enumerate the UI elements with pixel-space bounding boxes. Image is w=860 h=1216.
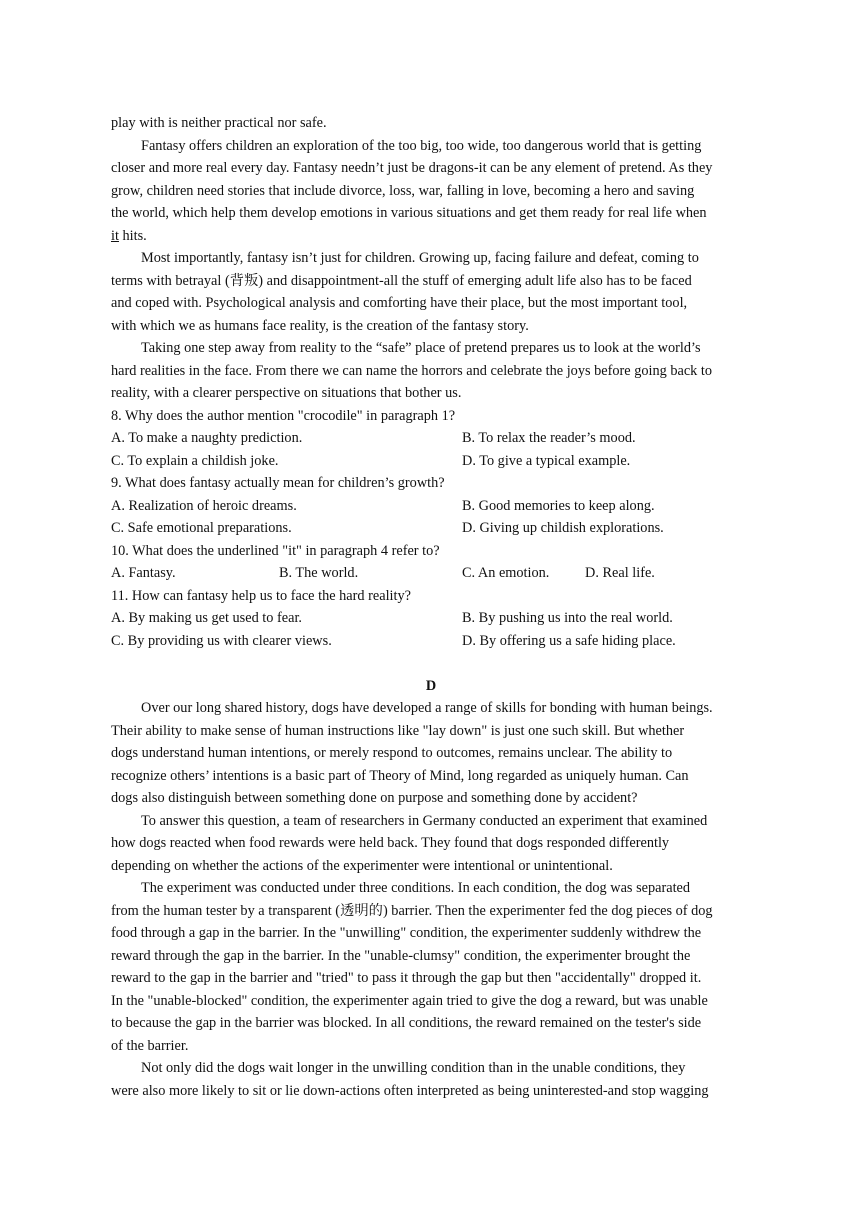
- text-line: how dogs reacted when food rewards were held back. They found that dogs responded differently: [111, 835, 670, 851]
- paragraph-c4: [111, 337, 751, 405]
- paragraph-d4: [111, 1057, 751, 1102]
- text-line: reality, with a clearer perspective on situations that bother us.: [111, 385, 462, 401]
- option-row: [111, 630, 751, 653]
- text-line: Their ability to make sense of human instructions like "lay down" is just one such skill. But whether: [111, 722, 685, 739]
- section-title: D: [425, 677, 437, 694]
- question-stem: 10. What does the underlined "it" in paragraph 4 refer to?: [111, 542, 440, 559]
- text-line: from the human tester by a transparent (透明的) barrier. Then the experimenter fed the dog pieces of dog: [111, 902, 713, 919]
- option-d: D. By offering us a safe hiding place.: [462, 632, 676, 649]
- question-8: [111, 405, 751, 473]
- option-a: A. Realization of heroic dreams.: [111, 497, 297, 514]
- text-line: to because the gap in the barrier was blocked. In all conditions, the reward remained on the tester's side: [111, 1015, 702, 1031]
- question-9: [111, 472, 751, 540]
- text-line: Most importantly, fantasy isn’t just for children. Growing up, facing failure and defeat, coming to: [141, 250, 699, 266]
- option-c: C. To explain a childish joke.: [111, 452, 279, 469]
- text-line: Taking one step away from reality to the “safe” place of pretend prepares us to look at the world’s: [141, 340, 701, 356]
- question-10: [111, 540, 751, 585]
- option-b: B. Good memories to keep along.: [462, 497, 655, 514]
- text-line: In the "unable-blocked" condition, the experimenter again tried to give the dog a reward, but was unable: [111, 992, 708, 1009]
- question-stem: 9. What does fantasy actually mean for children’s growth?: [111, 475, 445, 491]
- option-row: [111, 562, 751, 585]
- text-line: grow, children need stories that include divorce, loss, war, falling in love, becoming a hero and saving: [111, 182, 695, 199]
- question-stem: 11. How can fantasy help us to face the hard reality?: [111, 587, 411, 604]
- document-page: [111, 112, 751, 1102]
- text-line: terms with betrayal (背叛) and disappointment-all the stuff of emerging adult life also has to be faced: [111, 272, 692, 289]
- text-line: play with is neither practical nor safe.: [111, 115, 327, 131]
- text-line: reward to the gap in the barrier and "tried" to pass it through the gap but then "accidentally" dropped it.: [111, 970, 702, 986]
- option-b: B. By pushing us into the real world.: [462, 610, 673, 626]
- text-line: depending on whether the actions of the experimenter were intentional or unintentional.: [111, 857, 613, 874]
- option-b: B. To relax the reader’s mood.: [462, 430, 636, 446]
- text-line: were also more likely to sit or lie down-actions often interpreted as being uninterested-and stop wagging: [111, 1082, 709, 1099]
- text-line: Not only did the dogs wait longer in the unwilling condition than in the unable conditions, they: [141, 1060, 686, 1076]
- option-row: [111, 450, 751, 473]
- text-line: the world, which help them develop emotions in various situations and get them ready for real life when: [111, 205, 707, 221]
- underlined-word: it: [111, 227, 119, 244]
- text-line: reward through the gap in the barrier. In the "unable-clumsy" condition, the experimenter brought the: [111, 947, 691, 964]
- option-a: A. By making us get used to fear.: [111, 610, 302, 626]
- option-d: D. To give a typical example.: [462, 452, 631, 469]
- text-line: recognize others’ intentions is a basic part of Theory of Mind, long regarded as uniquely human. Can: [111, 767, 689, 784]
- text-line: closer and more real every day. Fantasy needn’t just be dragons-it can be any element of pretend. As they: [111, 160, 713, 176]
- paragraph-d3: [111, 877, 751, 1057]
- text-line: and coped with. Psychological analysis and comforting have their place, but the most important tool,: [111, 295, 688, 311]
- option-row: [111, 427, 751, 450]
- text-line: dogs also distinguish between something done on purpose and something done by accident?: [111, 790, 638, 806]
- text-line: dogs understand human intentions, or merely respond to outcomes, remains unclear. The ability to: [111, 745, 673, 761]
- option-row: [111, 517, 751, 540]
- option-b: B. The world.: [279, 565, 359, 581]
- option-a: A. To make a naughty prediction.: [111, 430, 303, 446]
- paragraph-c3: [111, 247, 751, 337]
- paragraph-d2: [111, 810, 751, 878]
- paragraph-d1: [111, 697, 751, 810]
- text-line: hard realities in the face. From there we can name the horrors and celebrate the joys before going back to: [111, 362, 713, 379]
- question-11: [111, 585, 751, 653]
- paragraph-c2: [111, 135, 751, 248]
- option-d: D. Giving up childish explorations.: [462, 520, 664, 536]
- text-line: of the barrier.: [111, 1037, 189, 1054]
- question-stem: 8. Why does the author mention "crocodile" in paragraph 1?: [111, 407, 456, 424]
- text-line: Over our long shared history, dogs have developed a range of skills for bonding with human beings.: [141, 700, 713, 716]
- option-a: A. Fantasy.: [111, 565, 176, 581]
- option-row: [111, 607, 751, 630]
- option-row: [111, 495, 751, 518]
- option-c: C. An emotion.: [462, 565, 550, 581]
- text-line: with which we as humans face reality, is the creation of the fantasy story.: [111, 317, 529, 334]
- text-line: Fantasy offers children an exploration of the too big, too wide, too dangerous world that is getting: [141, 137, 702, 154]
- text-line: The experiment was conducted under three conditions. In each condition, the dog was separated: [141, 880, 691, 896]
- text-line: To answer this question, a team of researchers in Germany conducted an experiment that examined: [141, 812, 708, 829]
- text-line: [111, 225, 751, 248]
- option-c: C. By providing us with clearer views.: [111, 632, 332, 649]
- option-d: D. Real life.: [585, 565, 655, 581]
- option-c: C. Safe emotional preparations.: [111, 520, 292, 536]
- paragraph-c1-continued: [111, 112, 751, 135]
- text-line: food through a gap in the barrier. In the "unwilling" condition, the experimenter suddenly withdrew the: [111, 925, 702, 941]
- text-fragment: hits.: [118, 227, 147, 244]
